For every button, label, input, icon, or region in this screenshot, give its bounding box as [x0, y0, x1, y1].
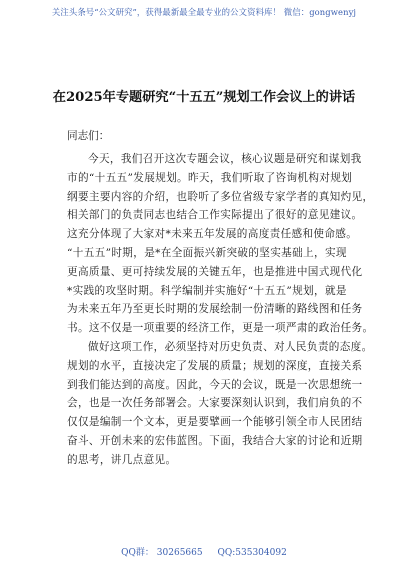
body-line: 为未来五年乃至更长时期的发展绘制一份清晰的路线图和任务 [67, 303, 363, 316]
body-line: 今天，我们召开这次专题会议，核心议题是研究和谋划我 [88, 153, 362, 165]
body-line: 的思考，讲几点意见。 [67, 453, 177, 466]
greeting: 同志们： [67, 130, 110, 142]
body-line: *实践的攻坚时期。科学编制并实施好“十五五”规划，就是 [67, 284, 347, 297]
body-line: 纲要主要内容的介绍，也聆听了多位省级专家学者的真知灼见， [67, 190, 374, 203]
footer-qq: QQ:535304092 [217, 548, 287, 558]
header-notice: 关注头条号“公文研究”，获得最新最全最专业的公文资料库！ 微信：gongwenyj [51, 7, 357, 17]
body-line: 规划的水平，直接决定了发展的质量；规划的深度，直接关系 [67, 359, 363, 372]
body-line: 做好这项工作，必须坚持对历史负责、对人民负责的态度。 [88, 340, 373, 353]
body-line: 仅仅是编制一个文本，更是要擘画一个能够引领全市人民团结 [67, 416, 363, 429]
body-line: 到我们能达到的高度。因此，今天的会议，既是一次思想统一 [67, 378, 363, 391]
body-line: 市的“十五五”发展规划。昨天，我们听取了咨询机构对规划 [67, 171, 353, 184]
speech-body [67, 150, 374, 470]
footer-contacts [0, 545, 408, 558]
body-line: 更高质量、更可持续发展的关键五年，也是推进中国式现代化 [67, 265, 363, 278]
body-line: 这充分体现了大家对*未来五年发展的高度责任感和使命感。 [67, 228, 358, 241]
body-line: 相关部门的负责同志也结合工作实际提出了很好的意见建议。 [67, 209, 363, 222]
body-line: “十五五”时期，是*在全面振兴新突破的坚实基础上，实现 [67, 246, 347, 259]
footer-qq-group: QQ群： 30265665 [121, 548, 203, 558]
body-line: 会，也是一次任务部署会。大家要深刻认识到，我们肩负的不 [67, 397, 363, 410]
body-line: 书。这不仅是一项重要的经济工作，更是一项严肃的政治任务。 [67, 322, 374, 335]
body-line: 奋斗、开创未来的宏伟蓝图。下面，我结合大家的讨论和近期 [67, 434, 363, 447]
page-title: 在2025年专题研究“十五五”规划工作会议上的讲话 [52, 90, 356, 105]
